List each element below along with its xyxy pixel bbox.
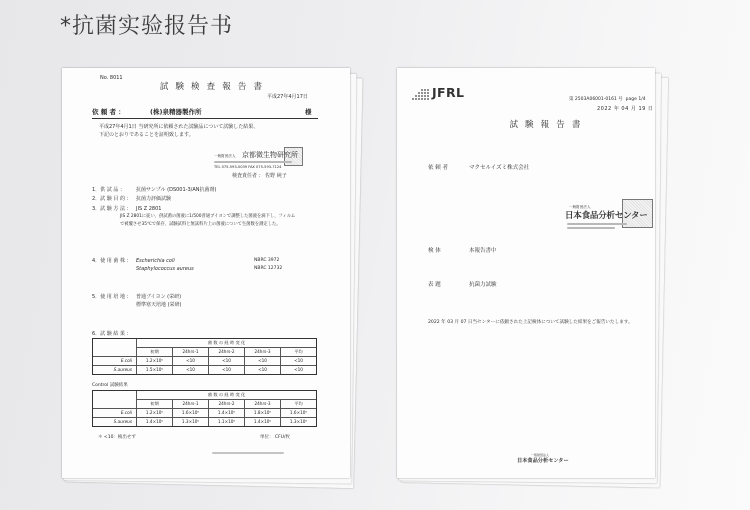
issuer-inspector: 検査責任者 ： 佐野 純子 <box>232 173 287 179</box>
table-cell: 1.2×10⁵ <box>137 357 173 366</box>
client-label: 依 頼 者 <box>428 165 448 171</box>
control-label: Control 試験結果 <box>92 383 128 388</box>
jfrl-logo-text: JFRL <box>432 85 465 100</box>
table-cell: <10 <box>209 357 245 366</box>
column-header: 初期 <box>137 348 173 357</box>
row-label: S.aureus <box>93 366 137 375</box>
column-header: 24hrs-3 <box>245 400 281 409</box>
column-header: 初期 <box>137 400 173 409</box>
results-table <box>92 338 317 375</box>
stamp-org-type: 一般財団法人 <box>569 205 591 209</box>
left-footer-illegible <box>212 452 284 454</box>
medium-item: 標準寒天培地 (栄研) <box>136 302 182 308</box>
table-cell: 1.5×10⁵ <box>137 366 173 375</box>
table-cell: <10 <box>281 366 317 375</box>
page-indicator: page 1/4 <box>625 97 646 102</box>
footer-org-name: 日本食品分析センター <box>517 458 569 464</box>
subject-value: 抗菌力試験 <box>469 282 497 288</box>
column-header: 平均 <box>281 400 317 409</box>
issuer-contact: TEL 075-593-0039 FAX 075-593-7124 <box>214 165 282 169</box>
report-number-line <box>569 98 646 103</box>
issuer-org-name: 京都微生物研究所 <box>242 151 298 159</box>
table-cell: <10 <box>245 366 281 375</box>
strain-name: Staphylococcus aureus <box>136 266 194 272</box>
row-label: E.coli <box>93 357 137 366</box>
report-statement: 2022 年 03 月 07 日当センターに依頼された上記検体について試験した結果をご報告いたします。 <box>428 320 633 325</box>
table-corner-cell <box>93 339 137 357</box>
strain-code: NBRC 12732 <box>254 266 283 271</box>
item-purpose-label: 2．試 験 目 的 ： <box>92 196 132 202</box>
footer-org-type: 一般財団法人 <box>531 453 550 457</box>
table-caption: 菌 数 の 経 時 変 化 <box>137 339 317 348</box>
intro-line-2: 下記のとおりであることを証明致します。 <box>99 132 194 138</box>
column-header: 24hrs-2 <box>209 400 245 409</box>
client-underline <box>92 118 318 119</box>
table-cell: <10 <box>173 357 209 366</box>
stamp-signatory-illegible <box>567 227 615 229</box>
table-note: ＊ <10：検出せず <box>98 435 136 440</box>
client-label: 依 頼 者 ： <box>92 108 125 116</box>
report-date: 平成27年4月17日 <box>267 94 308 100</box>
column-header: 24hrs-2 <box>209 348 245 357</box>
client-name: (株)泉精器製作所 <box>150 108 202 116</box>
column-header: 平均 <box>281 348 317 357</box>
table-row <box>93 409 317 418</box>
control-table <box>92 390 317 427</box>
table-cell: 1.6×10⁶ <box>173 409 209 418</box>
column-header: 24hrs-3 <box>245 348 281 357</box>
item-method-detail-1: JIS Z 2801に従い、供試菌の菌液に1/500普通ブイヨンで調整した菌液を滴下し、フィルム <box>120 214 296 219</box>
client-value: マクセルイズミ株式会社 <box>469 165 530 171</box>
medium-item: 普通ブイヨン (栄研) <box>136 294 182 300</box>
client-suffix: 様 <box>305 108 312 116</box>
table-cell: 1.3×10⁶ <box>173 418 209 427</box>
table-cell: 1.4×10⁵ <box>137 418 173 427</box>
table-cell: <10 <box>209 366 245 375</box>
item-results-label: 6．試 験 結 果 ： <box>92 331 132 337</box>
issuer-address-illegible <box>214 161 292 163</box>
table-row <box>93 418 317 427</box>
item-sample-label: 1．供 試 品 ： <box>92 187 125 193</box>
item-method-label: 3．試 験 方 法 ： <box>92 206 132 212</box>
specimen-value: 本報告書中 <box>469 248 497 254</box>
table-cell: 1.2×10⁵ <box>137 409 173 418</box>
item-strains-label: 4．使 用 菌 株 ： <box>92 258 132 264</box>
table-unit: 単位： CFU/枚 <box>260 435 290 440</box>
table-caption: 菌 数 の 経 時 変 化 <box>137 391 317 400</box>
table-corner-cell <box>93 391 137 409</box>
stamp-address-illegible <box>567 223 627 225</box>
item-media-label: 5．使 用 培 地 ： <box>92 294 132 300</box>
column-header: 24hrs-1 <box>173 348 209 357</box>
table-cell: 1.1×10⁶ <box>209 418 245 427</box>
table-cell: <10 <box>173 366 209 375</box>
issuer-org-type: 一般財団法人 <box>214 154 236 158</box>
table-cell: 1.4×10⁶ <box>209 409 245 418</box>
table-cell: <10 <box>245 357 281 366</box>
report-number: No. 8011 <box>100 75 123 81</box>
intro-line-1: 平成27年4月1日 当研究所に依頼された試験品について試験した結果、 <box>99 124 259 130</box>
strain-name: Escherichia coli <box>136 258 175 264</box>
item-method-detail-2: で被覆させ35℃で保存、試験試料と無試料片上の菌液について生菌数を測定した。 <box>120 222 281 227</box>
left-report-page <box>62 68 350 478</box>
subject-label: 表 題 <box>428 282 441 288</box>
report-number: 第 2503A06001-0161 号 <box>569 97 623 102</box>
jfrl-logo-dots-icon <box>410 88 431 101</box>
table-row <box>93 357 317 366</box>
column-header: 24hrs-1 <box>173 400 209 409</box>
item-sample-value: 抗菌サンプル (DS001-3/AN抗菌剤) <box>136 187 217 193</box>
table-cell: 1.8×10⁶ <box>245 409 281 418</box>
row-label: S.aureus <box>93 418 137 427</box>
item-purpose-value: 抗菌力評価試験 <box>136 196 172 202</box>
table-row <box>93 366 317 375</box>
table-cell: 1.3×10⁶ <box>281 418 317 427</box>
specimen-label: 検 体 <box>428 248 441 254</box>
right-report-page <box>397 68 655 478</box>
report-title: 試 験 検 査 報 告 書 <box>159 82 265 92</box>
table-cell: 1.4×10⁶ <box>245 418 281 427</box>
strain-code: NBRC 3972 <box>254 258 280 263</box>
table-cell: <10 <box>281 357 317 366</box>
stamp-org-name: 日本食品分析センター <box>565 211 648 221</box>
table-cell: 1.6×10⁶ <box>281 409 317 418</box>
report-date: 2022 年 04 月 19 日 <box>597 106 654 112</box>
page-title: *抗菌实验报告书 <box>60 14 234 39</box>
item-method-value: JIS Z 2801 <box>136 206 162 212</box>
report-title: 試 験 報 告 書 <box>509 120 583 130</box>
row-label: E.coli <box>93 409 137 418</box>
